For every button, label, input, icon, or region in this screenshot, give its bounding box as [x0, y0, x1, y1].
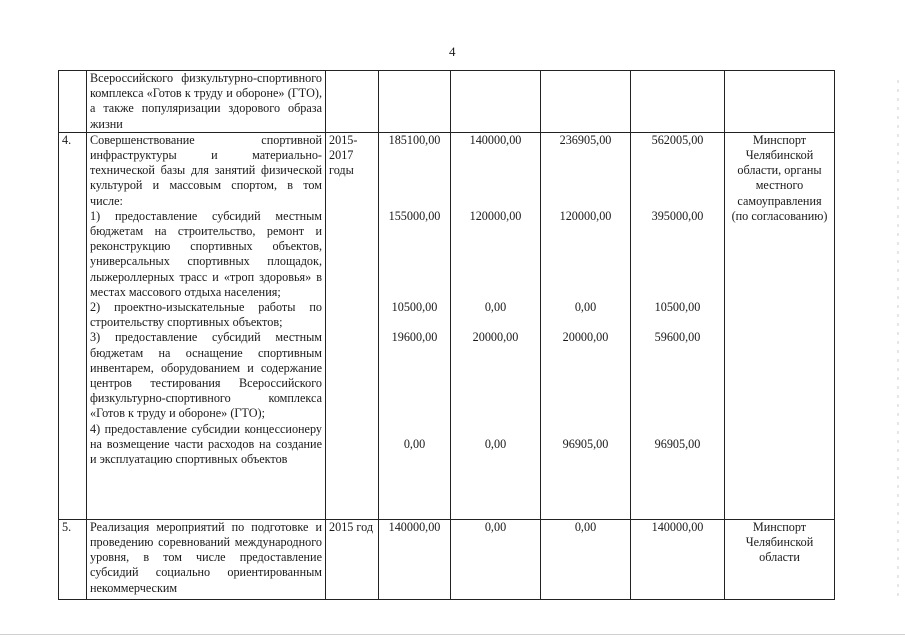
row-number	[59, 71, 87, 133]
value-item: 0,00	[484, 300, 507, 315]
value-item: 0,00	[484, 436, 507, 451]
description-paragraph: 4) предоставление субсидии концессионеру на возмещение части расходов на создание и эксплуатацию спортивных объектов	[90, 421, 322, 467]
measure-description	[87, 71, 326, 133]
table-row	[59, 71, 835, 133]
value-cell	[451, 71, 541, 133]
value-cell	[631, 519, 725, 599]
value-cell	[541, 519, 631, 599]
table-row	[59, 132, 835, 519]
implementation-period: 2015-2017 годы	[326, 132, 379, 519]
value-column-2015	[379, 132, 451, 519]
value-item: 185100,00	[388, 132, 441, 147]
description-paragraph: Реализация мероприятий по подготовке и проведению соревнований международного уровня, в том числе предоставление субсидий социально ориентированным некоммерческим	[90, 519, 322, 595]
value-item: 0,00	[574, 519, 597, 534]
scan-edge-noise	[897, 80, 899, 600]
responsible-executor: Минспорт Челябинской области	[725, 519, 835, 599]
value-item: 10500,00	[654, 300, 701, 315]
description-paragraph: 2) проектно-изыскательные работы по строительству спортивных объектов;	[90, 300, 322, 330]
value-item: 19600,00	[391, 330, 438, 345]
value-column-total	[631, 132, 725, 519]
responsible-executor	[725, 71, 835, 133]
value-item: 20000,00	[562, 330, 609, 345]
value-column-2017	[541, 132, 631, 519]
value-cell	[541, 71, 631, 133]
value-cell	[451, 519, 541, 599]
value-item: 0,00	[403, 436, 426, 451]
value-item: 120000,00	[559, 209, 612, 223]
value-column-2016	[451, 132, 541, 519]
description-paragraph: Совершенствование спортивной инфраструктуры и материально-технической базы для занятий физической культурой и массовым спортом, в том числе:	[90, 132, 322, 208]
program-table	[58, 70, 835, 600]
value-item: 140000,00	[469, 132, 522, 147]
value-item: 20000,00	[472, 330, 519, 345]
value-item: 562005,00	[651, 132, 704, 147]
scan-edge-line	[0, 634, 905, 635]
value-item: 236905,00	[559, 132, 612, 147]
value-item: 96905,00	[654, 436, 701, 451]
implementation-period	[326, 71, 379, 133]
value-item: 140000,00	[651, 519, 704, 534]
measure-description	[87, 132, 326, 519]
value-cell	[631, 71, 725, 133]
description-paragraph: 1) предоставление субсидий местным бюджетам на строительство, ремонт и реконструкцию спортивных объектов, универсальных спортивных площадок, лыжероллерных трасс и «троп здоровья» в местах массового отдыха населения;	[90, 208, 322, 299]
value-item: 0,00	[574, 300, 597, 315]
value-cell	[379, 519, 451, 599]
row-number: 4.	[59, 132, 87, 519]
description-paragraph: Всероссийского физкультурно-спортивного комплекса «Готов к труду и обороне» (ГТО), а также популяризации здорового образа жизни	[90, 71, 322, 131]
value-item: 59600,00	[654, 330, 701, 345]
value-item: 0,00	[484, 519, 507, 534]
measure-description	[87, 519, 326, 599]
implementation-period: 2015 год	[326, 519, 379, 599]
page-number: 4	[449, 44, 456, 59]
value-item: 120000,00	[469, 209, 522, 223]
responsible-executor: Минспорт Челябинской области, органы местного самоуправления (по согласованию)	[725, 132, 835, 519]
description-paragraph: 3) предоставление субсидий местным бюджетам на оснащение спортивным инвентарем, оборудованием и содержание центров тестирования Всероссийского физкультурно-спортивного комплекса «Готов к труду и обороне» (ГТО);	[90, 330, 322, 421]
value-item: 155000,00	[388, 209, 441, 223]
row-number: 5.	[59, 519, 87, 599]
value-item: 96905,00	[562, 436, 609, 451]
value-item: 10500,00	[391, 300, 438, 315]
value-item: 140000,00	[388, 519, 441, 534]
value-item: 395000,00	[651, 209, 704, 223]
table-row	[59, 519, 835, 599]
value-cell	[379, 71, 451, 133]
